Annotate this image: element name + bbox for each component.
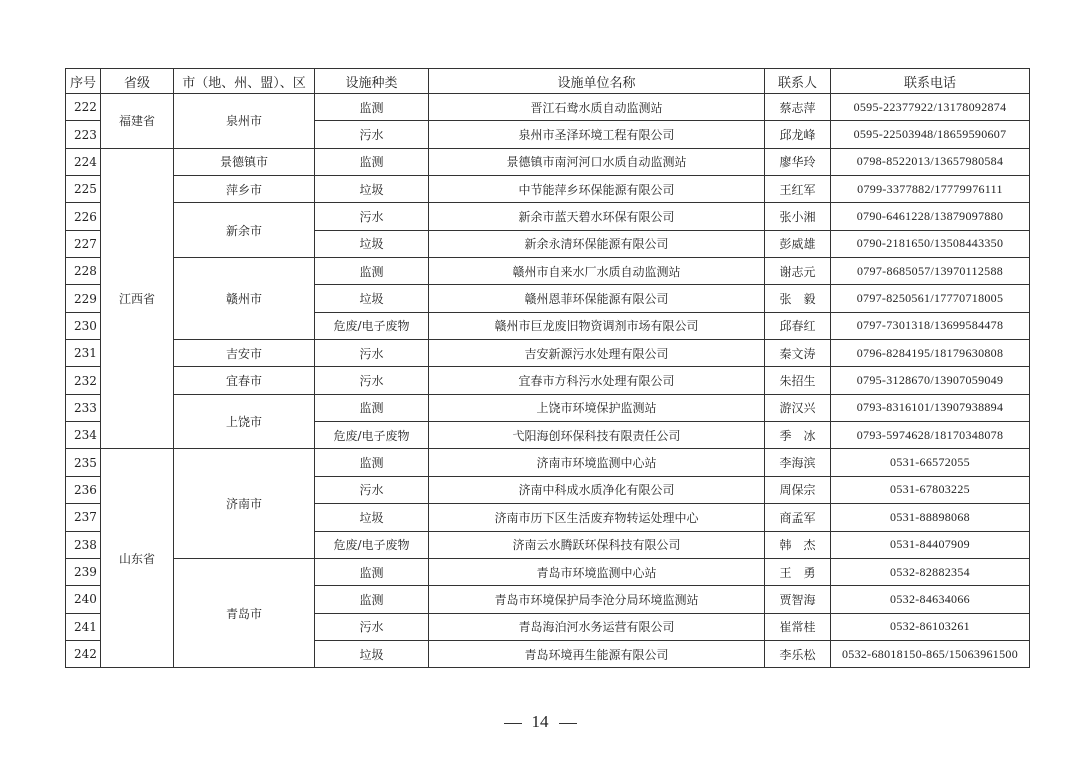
cell-seq: 230 xyxy=(66,312,101,339)
cell-city: 青岛市 xyxy=(174,558,315,667)
cell-unit: 济南市环境监测中心站 xyxy=(429,449,765,476)
cell-type: 污水 xyxy=(315,613,429,640)
header-seq: 序号 xyxy=(66,69,101,94)
cell-seq: 242 xyxy=(66,640,101,667)
cell-contact: 王红军 xyxy=(765,176,831,203)
cell-type: 监测 xyxy=(315,449,429,476)
cell-unit: 新余永清环保能源有限公司 xyxy=(429,230,765,257)
cell-seq: 232 xyxy=(66,367,101,394)
cell-contact: 李乐松 xyxy=(765,640,831,667)
cell-seq: 240 xyxy=(66,586,101,613)
cell-seq: 226 xyxy=(66,203,101,230)
cell-seq: 239 xyxy=(66,558,101,585)
cell-city: 新余市 xyxy=(174,203,315,258)
cell-type: 垃圾 xyxy=(315,230,429,257)
cell-contact: 季 冰 xyxy=(765,422,831,449)
cell-seq: 235 xyxy=(66,449,101,476)
cell-seq: 228 xyxy=(66,258,101,285)
cell-unit: 中节能萍乡环保能源有限公司 xyxy=(429,176,765,203)
cell-seq: 234 xyxy=(66,422,101,449)
cell-contact: 朱招生 xyxy=(765,367,831,394)
cell-contact: 崔常桂 xyxy=(765,613,831,640)
cell-phone: 0798-8522013/13657980584 xyxy=(831,148,1030,175)
cell-contact: 谢志元 xyxy=(765,258,831,285)
cell-contact: 廖华玲 xyxy=(765,148,831,175)
cell-unit: 济南云水腾跃环保科技有限公司 xyxy=(429,531,765,558)
cell-seq: 233 xyxy=(66,394,101,421)
cell-province: 福建省 xyxy=(101,94,174,149)
cell-phone: 0795-3128670/13907059049 xyxy=(831,367,1030,394)
cell-phone: 0796-8284195/18179630808 xyxy=(831,340,1030,367)
cell-city: 济南市 xyxy=(174,449,315,558)
table-row xyxy=(66,394,1030,421)
cell-contact: 蔡志萍 xyxy=(765,94,831,121)
cell-contact: 韩 杰 xyxy=(765,531,831,558)
cell-phone: 0797-8250561/17770718005 xyxy=(831,285,1030,312)
cell-city: 景德镇市 xyxy=(174,148,315,175)
cell-phone: 0531-67803225 xyxy=(831,476,1030,503)
cell-unit: 济南市历下区生活废弃物转运处理中心 xyxy=(429,504,765,531)
header-facility-type: 设施种类 xyxy=(315,69,429,94)
cell-unit: 青岛市环境保护局李沧分局环境监测站 xyxy=(429,586,765,613)
cell-seq: 236 xyxy=(66,476,101,503)
cell-city: 赣州市 xyxy=(174,258,315,340)
cell-province: 山东省 xyxy=(101,449,174,668)
cell-phone: 0793-8316101/13907938894 xyxy=(831,394,1030,421)
table-row xyxy=(66,258,1030,285)
cell-unit: 上饶市环境保护监测站 xyxy=(429,394,765,421)
cell-type: 危废/电子废物 xyxy=(315,312,429,339)
cell-province: 江西省 xyxy=(101,148,174,449)
cell-contact: 秦文涛 xyxy=(765,340,831,367)
cell-unit: 赣州市巨龙废旧物资调剂市场有限公司 xyxy=(429,312,765,339)
cell-unit: 宜春市方科污水处理有限公司 xyxy=(429,367,765,394)
cell-seq: 237 xyxy=(66,504,101,531)
table-row xyxy=(66,367,1030,394)
cell-contact: 邱春红 xyxy=(765,312,831,339)
cell-phone: 0532-86103261 xyxy=(831,613,1030,640)
cell-unit: 济南中科成水质净化有限公司 xyxy=(429,476,765,503)
footer-dash-right xyxy=(559,723,577,724)
cell-contact: 游汉兴 xyxy=(765,394,831,421)
cell-type: 监测 xyxy=(315,394,429,421)
cell-city: 上饶市 xyxy=(174,394,315,449)
cell-seq: 225 xyxy=(66,176,101,203)
cell-seq: 224 xyxy=(66,148,101,175)
table-row xyxy=(66,340,1030,367)
cell-type: 监测 xyxy=(315,558,429,585)
cell-phone: 0531-66572055 xyxy=(831,449,1030,476)
cell-unit: 青岛市环境监测中心站 xyxy=(429,558,765,585)
cell-phone: 0790-2181650/13508443350 xyxy=(831,230,1030,257)
cell-seq: 238 xyxy=(66,531,101,558)
cell-unit: 青岛环境再生能源有限公司 xyxy=(429,640,765,667)
cell-city: 宜春市 xyxy=(174,367,315,394)
cell-seq: 223 xyxy=(66,121,101,148)
cell-seq: 231 xyxy=(66,340,101,367)
cell-phone: 0532-82882354 xyxy=(831,558,1030,585)
cell-phone: 0793-5974628/18170348078 xyxy=(831,422,1030,449)
cell-phone: 0797-7301318/13699584478 xyxy=(831,312,1030,339)
cell-unit: 新余市蓝天碧水环保有限公司 xyxy=(429,203,765,230)
cell-unit: 景德镇市南河河口水质自动监测站 xyxy=(429,148,765,175)
cell-type: 污水 xyxy=(315,121,429,148)
cell-type: 污水 xyxy=(315,476,429,503)
table-row xyxy=(66,94,1030,121)
cell-contact: 张小湘 xyxy=(765,203,831,230)
cell-phone: 0531-88898068 xyxy=(831,504,1030,531)
table-row xyxy=(66,176,1030,203)
cell-city: 泉州市 xyxy=(174,94,315,149)
page-footer xyxy=(0,712,1080,732)
cell-type: 监测 xyxy=(315,148,429,175)
table-header-row xyxy=(66,69,1030,94)
cell-contact: 彭威雄 xyxy=(765,230,831,257)
cell-contact: 邱龙峰 xyxy=(765,121,831,148)
cell-unit: 青岛海泊河水务运营有限公司 xyxy=(429,613,765,640)
cell-seq: 222 xyxy=(66,94,101,121)
cell-unit: 吉安新源污水处理有限公司 xyxy=(429,340,765,367)
cell-contact: 张 毅 xyxy=(765,285,831,312)
cell-type: 垃圾 xyxy=(315,176,429,203)
cell-type: 污水 xyxy=(315,367,429,394)
footer-dash-left xyxy=(504,723,522,724)
cell-phone: 0532-68018150-865/15063961500 xyxy=(831,640,1030,667)
cell-contact: 商孟军 xyxy=(765,504,831,531)
cell-unit: 赣州恩菲环保能源有限公司 xyxy=(429,285,765,312)
cell-unit: 弋阳海创环保科技有限责任公司 xyxy=(429,422,765,449)
header-province: 省级 xyxy=(101,69,174,94)
cell-phone: 0799-3377882/17779976111 xyxy=(831,176,1030,203)
cell-city: 吉安市 xyxy=(174,340,315,367)
cell-unit: 晋江石鸯水质自动监测站 xyxy=(429,94,765,121)
cell-contact: 李海滨 xyxy=(765,449,831,476)
cell-contact: 王 勇 xyxy=(765,558,831,585)
facility-table xyxy=(65,68,1030,668)
header-phone: 联系电话 xyxy=(831,69,1030,94)
table-row xyxy=(66,148,1030,175)
cell-phone: 0595-22503948/18659590607 xyxy=(831,121,1030,148)
header-city: 市（地、州、盟）、区 xyxy=(174,69,315,94)
table-row xyxy=(66,203,1030,230)
cell-type: 危废/电子废物 xyxy=(315,422,429,449)
cell-type: 危废/电子废物 xyxy=(315,531,429,558)
cell-city: 萍乡市 xyxy=(174,176,315,203)
cell-type: 垃圾 xyxy=(315,504,429,531)
cell-contact: 周保宗 xyxy=(765,476,831,503)
cell-phone: 0797-8685057/13970112588 xyxy=(831,258,1030,285)
cell-phone: 0532-84634066 xyxy=(831,586,1030,613)
cell-type: 监测 xyxy=(315,94,429,121)
cell-type: 污水 xyxy=(315,340,429,367)
cell-type: 垃圾 xyxy=(315,285,429,312)
cell-phone: 0531-84407909 xyxy=(831,531,1030,558)
cell-phone: 0790-6461228/13879097880 xyxy=(831,203,1030,230)
cell-unit: 泉州市圣泽环境工程有限公司 xyxy=(429,121,765,148)
cell-unit: 赣州市自来水厂水质自动监测站 xyxy=(429,258,765,285)
header-contact: 联系人 xyxy=(765,69,831,94)
header-facility-unit: 设施单位名称 xyxy=(429,69,765,94)
cell-seq: 229 xyxy=(66,285,101,312)
cell-type: 污水 xyxy=(315,203,429,230)
page-number: 14 xyxy=(531,712,549,731)
table-row xyxy=(66,558,1030,585)
cell-seq: 241 xyxy=(66,613,101,640)
cell-contact: 贾智海 xyxy=(765,586,831,613)
cell-type: 垃圾 xyxy=(315,640,429,667)
table-row xyxy=(66,449,1030,476)
cell-seq: 227 xyxy=(66,230,101,257)
cell-type: 监测 xyxy=(315,586,429,613)
cell-phone: 0595-22377922/13178092874 xyxy=(831,94,1030,121)
cell-type: 监测 xyxy=(315,258,429,285)
